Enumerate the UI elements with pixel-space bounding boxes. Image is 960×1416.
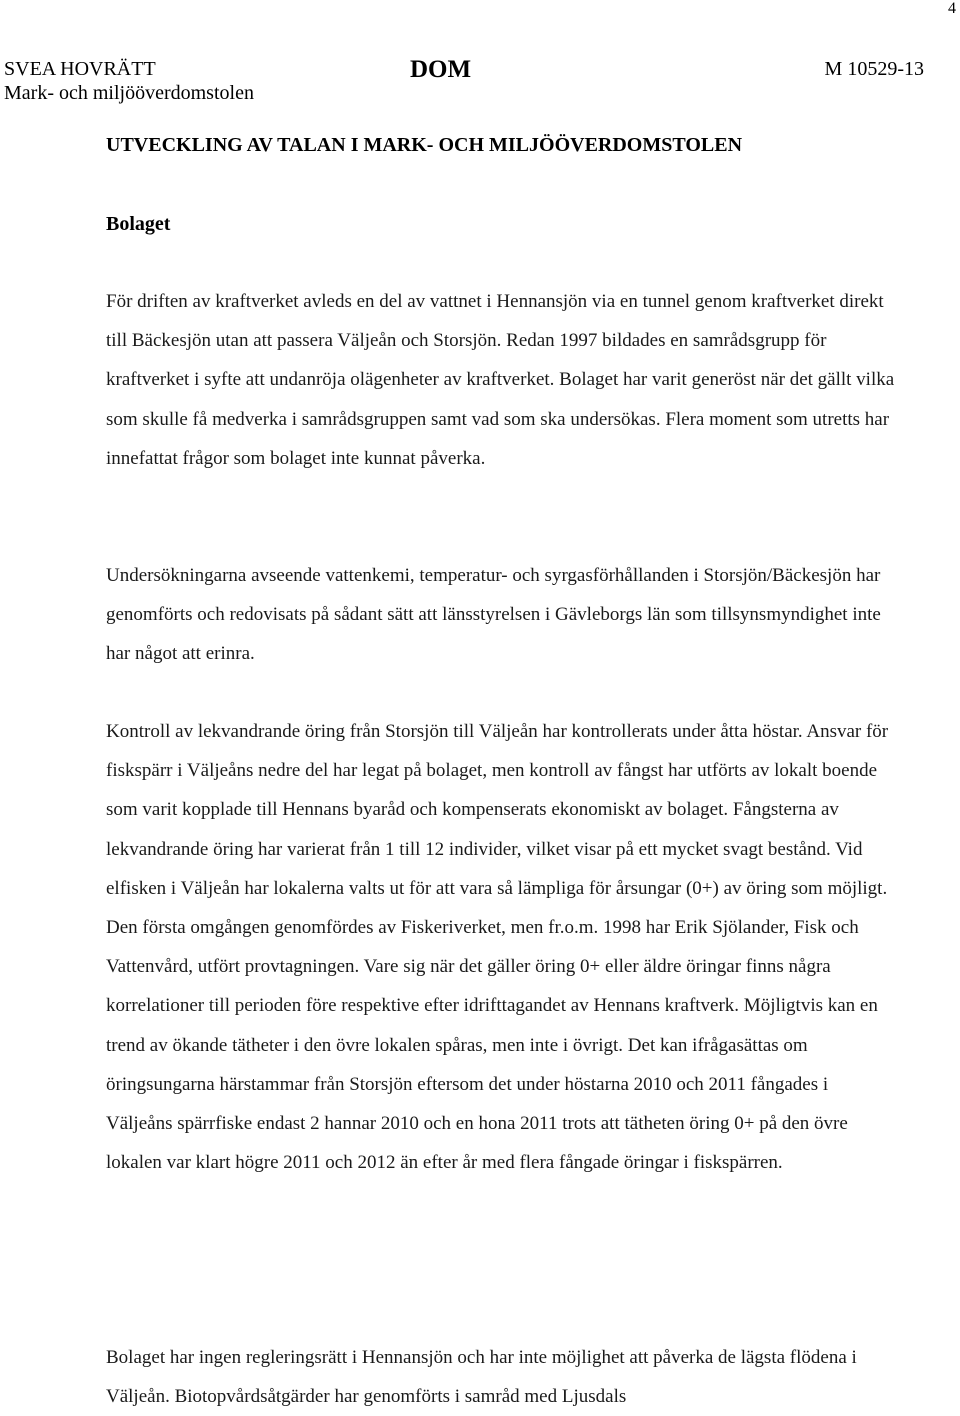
paragraph-3: Kontroll av lekvandrande öring från Storsjön till Väljeån har kontrollerats under åtta höstar. Ansvar för fiskspärr i Väljeåns nedre del har legat på bolaget, men kontroll av fångst har utförts av lokalt boende som varit kopplade till Hennans byaråd och kompenserats ekonomiskt av bolaget. Fångsterna av lekvandrande öring har varierat från 1 till 12 individer, vilket visar på ett mycket svagt bestånd. Vid elfisken i Väljeån har lokalerna valts ut för att vara så lämpliga för årsungar (0+) av öring som möjligt. Den första omgången genomfördes av Fiskeriverket, men fr.o.m. 1998 har Erik Sjölander, Fisk och Vattenvård, utfört provtagningen. Vare sig när det gäller öring 0+ eller äldre öringar finns några korrelationer till perioden före respektive efter idrifttagandet av Hennans kraftverk. Möjligtvis kan en trend av ökande tätheter i den övre lokalen spåras, men inte i övrigt. Det kan ifrågasättas om öringsungarna härstammar från Storsjön eftersom det under höstarna 2010 och 2011 fångades i Väljeåns spärrfiske endast 2 hannar 2010 och en hona 2011 trots att tätheten öring 0+ på den övre lokalen var klart högre 2011 och 2012 än efter år med flera fångade öringar i fiskspärren. bbox=[106, 721, 889, 1174]
case-number: M 10529-13 bbox=[824, 58, 924, 80]
document-type: DOM bbox=[410, 56, 472, 83]
paragraph-1: För driften av kraftverket avleds en del av vattnet i Hennansjön via en tunnel genom kraftverket direkt till Bäckesjön utan att passera Väljeån och Storsjön. Redan 1997 bildades en samrådsgrupp för kraftverket i syfte att undanröja olägenheter av kraftverket. Bolaget har varit generöst när det gällt vilka som skulle få medverka i samrådsgruppen samt vad som ska undersökas. Flera moment som utretts har innefattat frågor som bolaget inte kunnat påverka. bbox=[106, 291, 895, 469]
paragraph-4: Bolaget har ingen regleringsrätt i Hennansjön och har inte möjlighet att påverka de lägsta flödena i Väljeån. Biotopvårdsåtgärder har genomförts i samråd med Ljusdals bbox=[106, 1347, 857, 1408]
party-heading: Bolaget bbox=[106, 213, 171, 235]
page-number: 4 bbox=[948, 0, 956, 17]
section-heading: UTVECKLING AV TALAN I MARK- OCH MILJÖÖVERDOMSTOLEN bbox=[106, 134, 743, 156]
court-department: Mark- och miljööverdomstolen bbox=[4, 82, 254, 104]
court-name: SVEA HOVRÄTT bbox=[4, 58, 156, 80]
paragraph-2: Undersökningarna avseende vattenkemi, temperatur- och syrgasförhållanden i Storsjön/Bäckesjön har genomförts och redovisats på sådant sätt att länsstyrelsen i Gävleborgs län som tillsynsmyndighet inte har något att erinra. bbox=[106, 565, 881, 665]
